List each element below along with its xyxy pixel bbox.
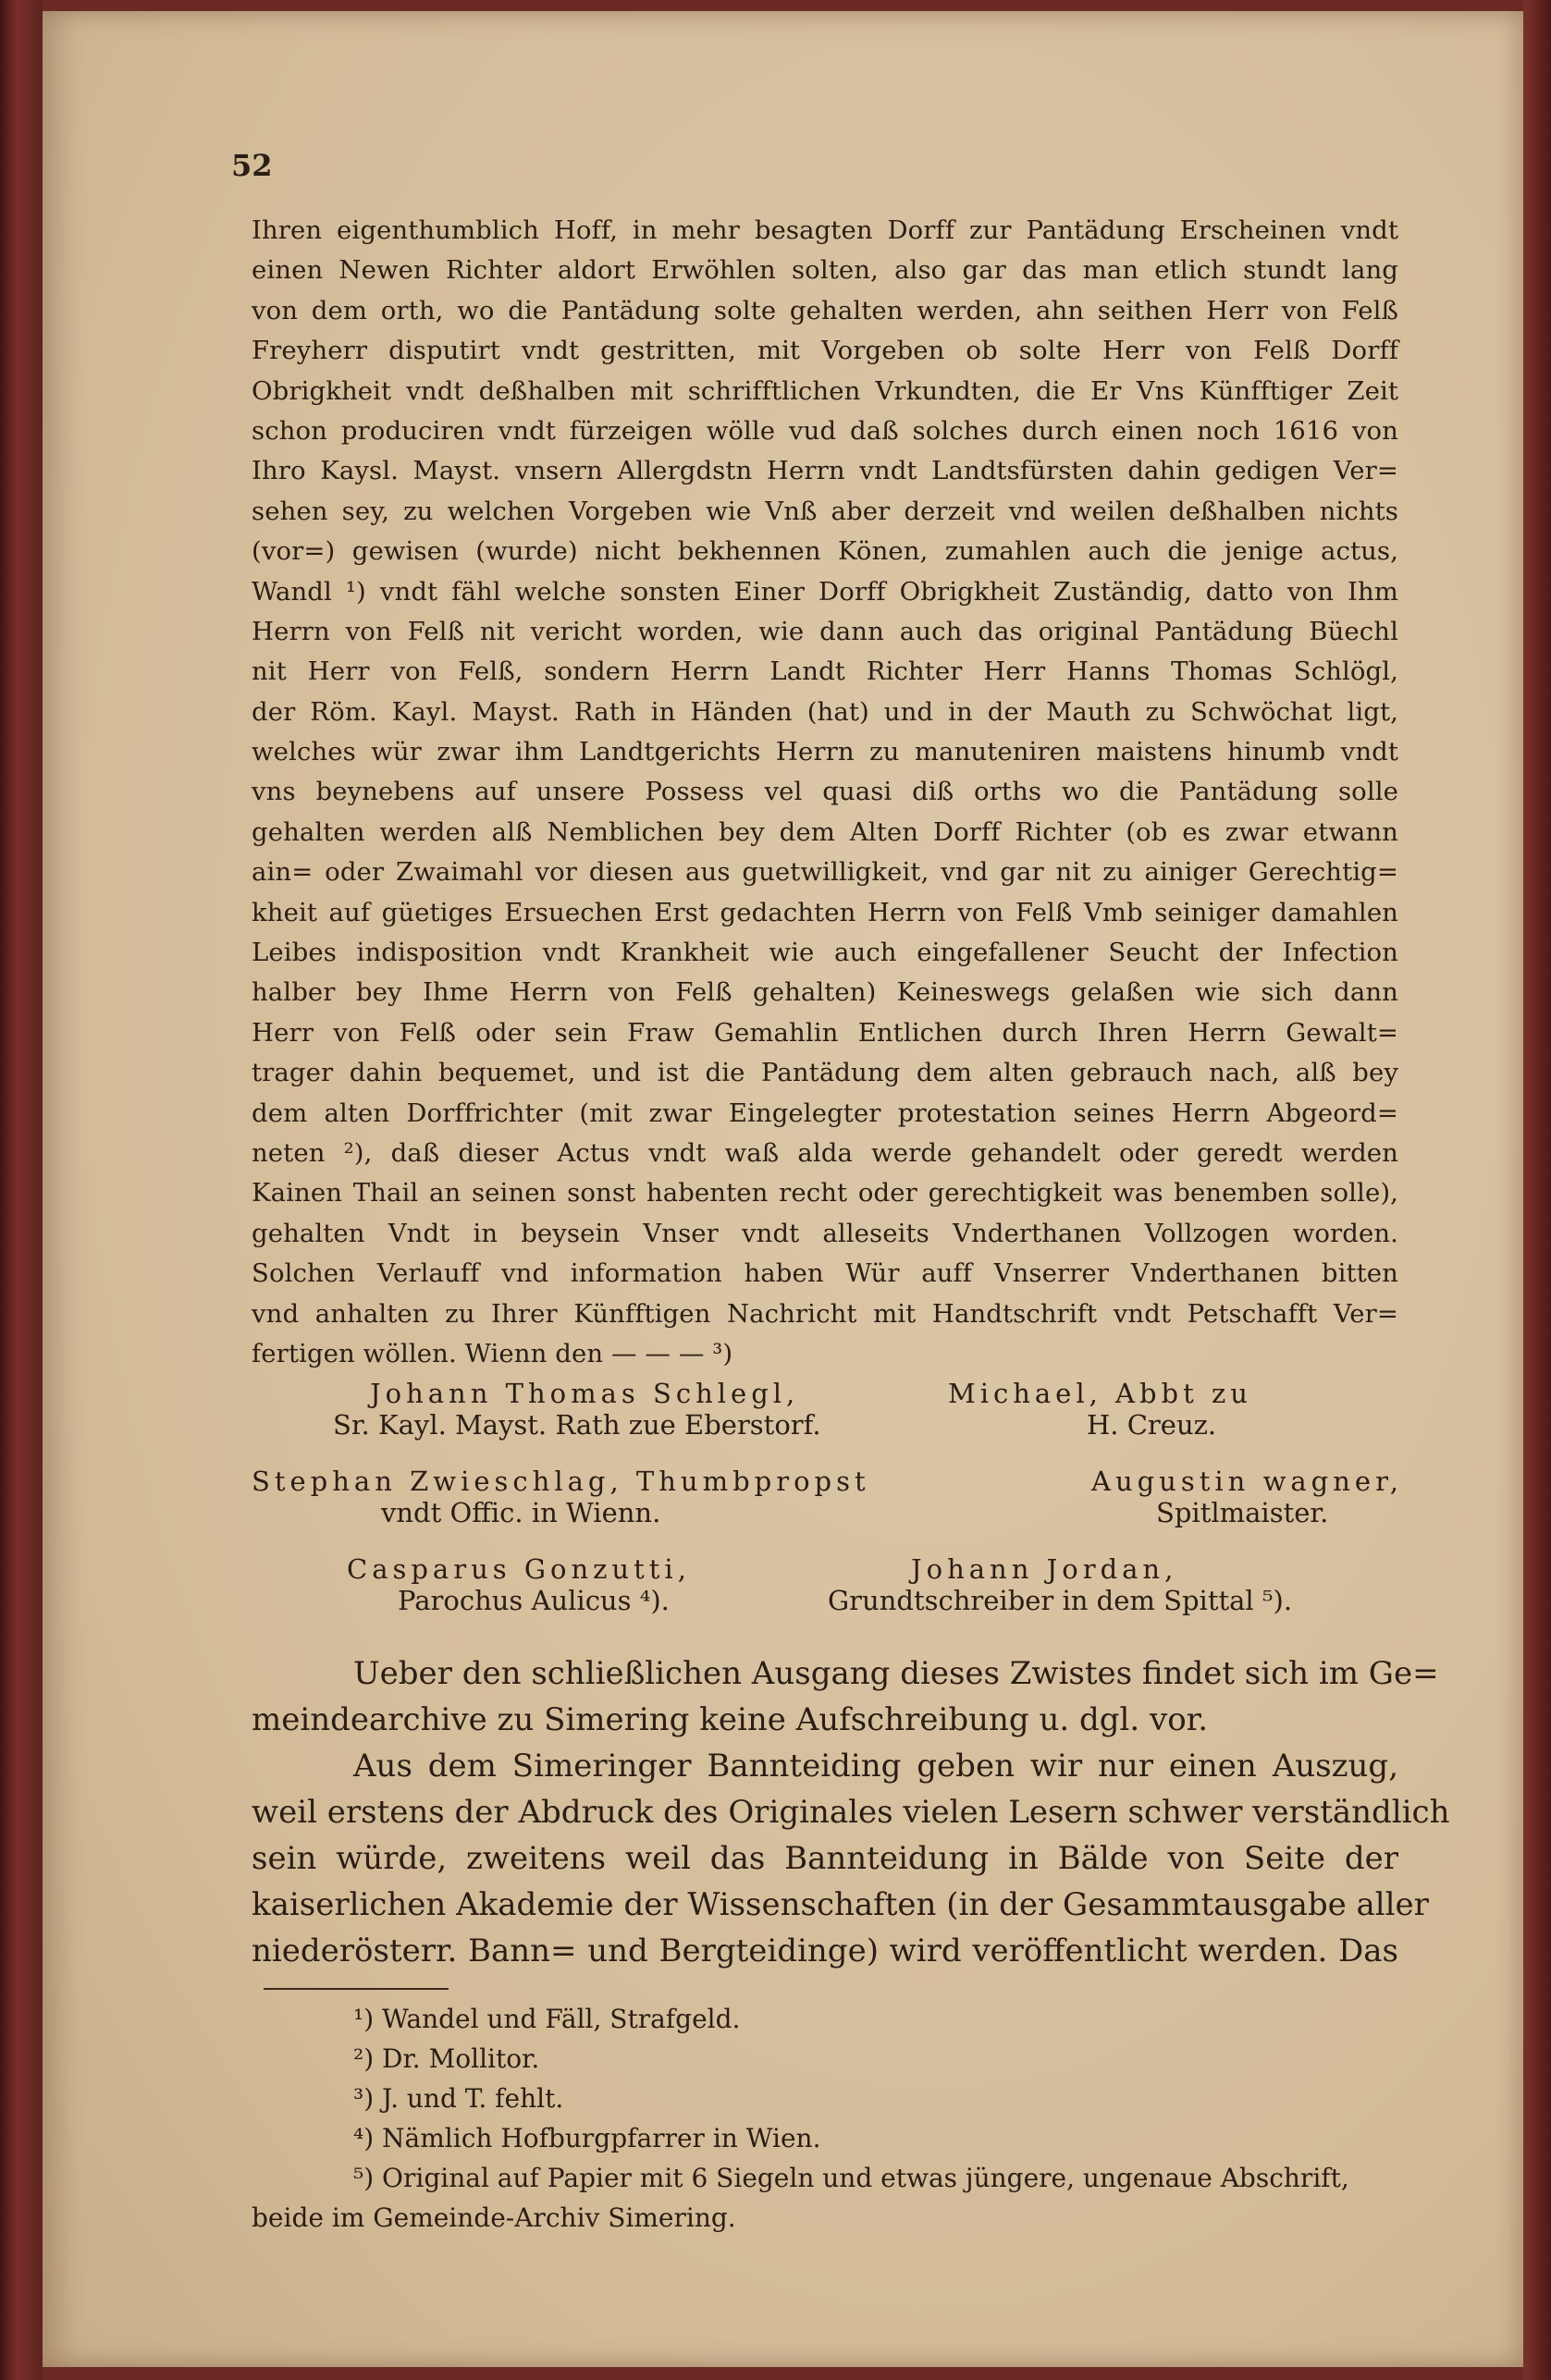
quote-line: Kainen Thail an seinen sonst habenten recht oder gerechtigkeit was benemben solle), <box>252 1178 1398 1208</box>
quote-line: schon produciren vndt fürzeigen wölle vud daß solches durch einen noch 1616 von <box>252 415 1398 446</box>
footnotes <box>252 1999 1408 2238</box>
quote-line: einen Newen Richter aldort Erwöhlen solten, also gar das man etlich stundt lang <box>252 255 1398 286</box>
signature-schlegl <box>333 1378 821 1441</box>
body-line: niederösterr. Bann= und Bergteidinge) wird veröffentlicht werden. Das <box>252 1932 1398 1969</box>
signature-name: Stephan Zwieschlag, Thumbpropst <box>252 1466 870 1497</box>
body-line: weil erstens der Abdruck des Originales vielen Lesern schwer verständlich <box>252 1794 1450 1831</box>
quote-line: fertigen wöllen. Wienn den — — — ³) <box>252 1338 733 1368</box>
quote-line: nit Herr von Felß, sondern Herrn Landt Richter Herr Hanns Thomas Schlögl, <box>252 656 1398 687</box>
footnote: ²) Dr. Mollitor. <box>353 2043 540 2074</box>
quote-line: trager dahin bequemet, und ist die Pantädung dem alten gebrauch nach, alß bey <box>252 1058 1398 1088</box>
quote-line: halber bey Ihme Herrn von Felß gehalten) Keineswegs gelaßen wie sich dann <box>252 977 1398 1008</box>
quote-line: vnd anhalten zu Ihrer Künfftigen Nachricht mit Handtschrift vndt Petschafft Ver= <box>252 1298 1398 1329</box>
quote-line: kheit auf güetiges Ersuechen Erst gedachten Herrn von Felß Vmb seiniger damahlen <box>252 897 1398 927</box>
page-number: 52 <box>231 148 273 183</box>
quote-line: sehen sey, zu welchen Vorgeben wie Vnß aber derzeit vnd weilen deßhalben nichts <box>252 496 1398 526</box>
quote-line: gehalten Vndt in beysein Vnser vndt alleseits Vnderthanen Vollzogen worden. <box>252 1218 1398 1248</box>
quote-line: vns beynebens auf unsere Possess vel quasi diß orths wo die Pantädung solle <box>252 777 1398 807</box>
body-text <box>252 1650 1450 1974</box>
book-binding-right <box>1523 0 1551 2380</box>
quote-line: gehalten werden alß Nemblichen bey dem Alten Dorff Richter (ob es zwar etwann <box>252 816 1398 847</box>
quote-line: Herr von Felß oder sein Fraw Gemahlin Entlichen durch Ihren Herrn Gewalt= <box>252 1017 1398 1048</box>
quote-line: ain= oder Zwaimahl vor diesen aus guetwilligkeit, vnd gar nit zu ainiger Gerechtig= <box>252 857 1398 888</box>
signature-title: vndt Offic. in Wienn. <box>381 1497 661 1528</box>
footnote-continuation: beide im Gemeinde-Archiv Simering. <box>252 2202 736 2233</box>
quote-line: welches wür zwar ihm Landtgerichts Herrn zu manuteniren maistens hinumb vndt <box>252 737 1398 767</box>
quote-line: dem alten Dorffrichter (mit zwar Eingelegter protestation seines Herrn Abgeord= <box>252 1098 1398 1128</box>
signature-gonzutti <box>347 1553 691 1616</box>
body-line: Aus dem Simeringer Bannteiding geben wir nur einen Auszug, <box>353 1748 1398 1785</box>
body-line: meindearchive zu Simering keine Aufschreibung u. dgl. vor. <box>252 1701 1208 1738</box>
footnote: ¹) Wandel und Fäll, Strafgeld. <box>353 2004 741 2034</box>
signature-title: Parochus Aulicus ⁴). <box>398 1585 670 1616</box>
signature-jordan <box>828 1553 1292 1616</box>
quote-line: Obrigkheit vndt deßhalben mit schrifftlichen Vrkundten, die Er Vns Künfftiger Zeit <box>252 375 1398 406</box>
signature-wagner <box>1091 1466 1403 1528</box>
signature-michael <box>948 1378 1252 1441</box>
signature-title: H. Creuz. <box>1087 1409 1217 1441</box>
quote-line: Leibes indisposition vndt Krankheit wie auch eingefallener Seucht der Infection <box>252 938 1398 968</box>
quote-line: (vor=) gewisen (wurde) nicht bekhennen Könen, zumahlen auch die jenige actus, <box>252 536 1398 567</box>
quote-line: Solchen Verlauff vnd information haben Wür auff Vnserrer Vnderthanen bitten <box>252 1258 1398 1289</box>
body-line: kaiserlichen Akademie der Wissenschaften (in der Gesammtausgabe aller <box>252 1886 1429 1923</box>
quote-line: von dem orth, wo die Pantädung solte gehalten werden, ahn seithen Herr von Felß <box>252 295 1398 325</box>
footnote-rule <box>264 1988 449 1990</box>
quote-line: neten ²), daß dieser Actus vndt waß alda werde gehandelt oder geredt werden <box>252 1137 1398 1168</box>
quote-line: Freyherr disputirt vndt gestritten, mit Vorgeben ob solte Herr von Felß Dorff <box>252 336 1398 366</box>
signature-name: Johann Jordan, <box>911 1553 1178 1585</box>
quote-line: der Röm. Kayl. Mayst. Rath in Händen (hat) und in der Mauth zu Schwöchat ligt, <box>252 696 1398 727</box>
quote-line: Wandl ¹) vndt fähl welche sonsten Einer Dorff Obrigkheit Zuständig, datto von Ihm <box>252 576 1398 607</box>
signature-title: Grundtschreiber in dem Spittal ⁵). <box>828 1585 1293 1616</box>
quote-line: Ihro Kaysl. Mayst. vnsern Allergdstn Herrn vndt Landtsfürsten dahin gedigen Ver= <box>252 456 1398 486</box>
signature-title: Spitlmaister. <box>1156 1497 1329 1528</box>
signature-name: Michael, Abbt zu <box>948 1378 1252 1409</box>
signature-name: Casparus Gonzutti, <box>347 1553 691 1585</box>
footnote: ⁵) Original auf Papier mit 6 Siegeln und etwas jüngere, ungenaue Abschrift, <box>353 2163 1349 2193</box>
signature-name: Johann Thomas Schlegl, <box>370 1378 800 1409</box>
book-binding-left <box>0 0 43 2380</box>
footnote: ³) J. und T. fehlt. <box>353 2083 564 2114</box>
quoted-document <box>252 211 1398 1374</box>
footnote: ⁴) Nämlich Hofburgpfarrer in Wien. <box>353 2123 821 2153</box>
quote-line: Ihren eigenthumblich Hoff, in mehr besagten Dorff zur Pantädung Erscheinen vndt <box>252 215 1398 245</box>
body-line: sein würde, zweitens weil das Bannteidung in Bälde von Seite der <box>252 1840 1398 1877</box>
body-line: Ueber den schließlichen Ausgang dieses Zwistes findet sich im Ge= <box>353 1655 1439 1692</box>
signature-name: Augustin wagner, <box>1091 1466 1403 1497</box>
quote-line: Herrn von Felß nit vericht worden, wie dann auch das original Pantädung Büechl <box>252 616 1398 646</box>
signature-zwieschlag <box>252 1466 870 1528</box>
signature-title: Sr. Kayl. Mayst. Rath zue Eberstorf. <box>333 1409 821 1441</box>
